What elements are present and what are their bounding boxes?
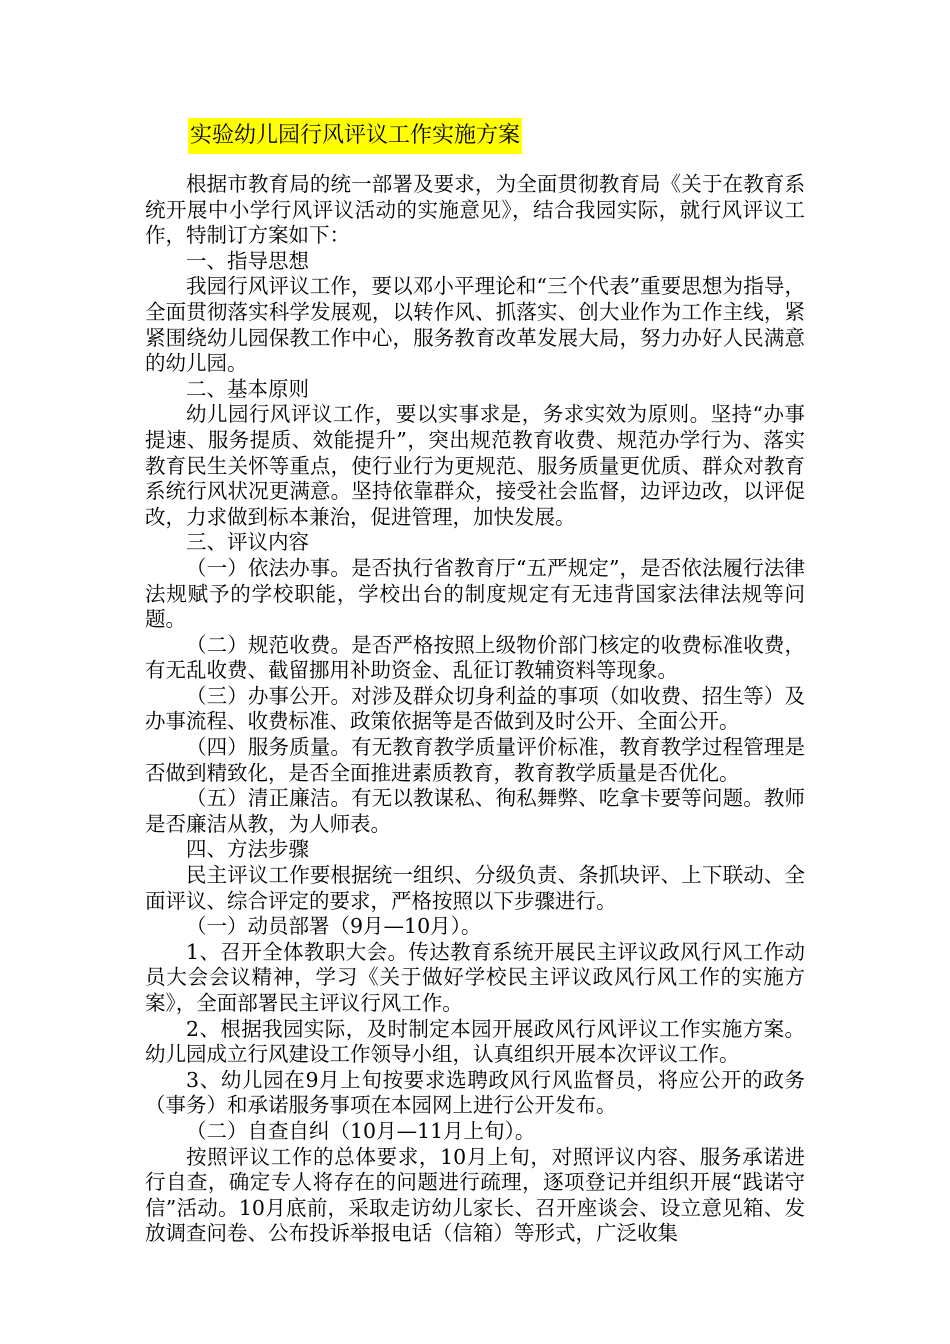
paragraph: （四）服务质量。有无教育教学质量评价标准，教育教学过程管理是否做到精致化，是否全面推进素质教育，教育教学质量是否优化。: [145, 735, 805, 785]
paragraph: 民主评议工作要根据统一组织、分级负责、条抓块评、上下联动、全面评议、综合评定的要求，严格按照以下步骤进行。: [145, 863, 805, 913]
paragraph: （二）规范收费。是否严格按照上级物价部门核定的收费标准收费，有无乱收费、截留挪用补助资金、乱征订教辅资料等现象。: [145, 632, 805, 683]
paragraph: 按照评议工作的总体要求，10月上旬，对照评议内容、服务承诺进行自查，确定专人将存在的问题进行疏理，逐项登记并组织开展“践诺守信”活动。10月底前，采取走访幼儿家长、召开座谈会、设立意见箱、发放调查问卷、公布投诉举报电话（信箱）等形式，广泛收集: [145, 1144, 805, 1246]
document-title: 实验幼儿园行风评议工作实施方案: [188, 118, 522, 154]
paragraph: （三）办事公开。对涉及群众切身利益的事项（如收费、招生等）及办事流程、收费标准、政策依据等是否做到及时公开、全面公开。: [145, 683, 805, 734]
section-heading: 一、指导思想: [186, 248, 309, 273]
paragraph: 根据市教育局的统一部署及要求，为全面贯彻教育局《关于在教育系统开展中小学行风评议活动的实施意见》，结合我园实际，就行风评议工作，特制订方案如下：: [145, 172, 805, 248]
paragraph: 3、幼儿园在9月上旬按要求选聘政风行风监督员，将应公开的政务（事务）和承诺服务事项在本园网上进行公开发布。: [145, 1067, 805, 1118]
paragraph: 我园行风评议工作，要以邓小平理论和“三个代表”重要思想为指导，全面贯彻落实科学发展观，以转作风、抓落实、创大业作为工作主线，紧紧围绕幼儿园保教工作中心，服务教育改革发展大局，努力办好人民满意的幼儿园。: [145, 274, 805, 376]
subsection-heading: （二）自查自纠（10月—11月上旬）。: [186, 1118, 536, 1143]
section-heading: 三、评议内容: [186, 530, 309, 555]
subsection-heading: （一）动员部署（9月—10月）。: [186, 914, 482, 939]
paragraph: 1、召开全体教职大会。传达教育系统开展民主评议政风行风工作动员大会会议精神，学习《关于做好学校民主评议政风行风工作的实施方案》，全面部署民主评议行风工作。: [145, 939, 805, 1015]
paragraph: 幼儿园行风评议工作，要以实事求是，务求实效为原则。坚持“办事提速、服务提质、效能提升”，突出规范教育收费、规范办学行为、落实教育民生关怀等重点，使行业行为更规范、服务质量更优质、群众对教育系统行风状况更满意。坚持依靠群众，接受社会监督，边评边改，以评促改，力求做到标本兼治，促进管理，加快发展。: [145, 402, 805, 529]
paragraph: （五）清正廉洁。有无以教谋私、徇私舞弊、吃拿卡要等问题。教师是否廉洁从教，为人师表。: [145, 786, 805, 836]
paragraph: （一）依法办事。是否执行省教育厅“五严规定”，是否依法履行法律法规赋予的学校职能，学校出台的制度规定有无违背国家法律法规等问题。: [145, 555, 805, 632]
document-body: [145, 172, 805, 1247]
section-heading: 四、方法步骤: [186, 837, 309, 862]
paragraph: 2、根据我园实际，及时制定本园开展政风行风评议工作实施方案。幼儿园成立行风建设工作领导小组，认真组织开展本次评议工作。: [145, 1016, 805, 1067]
section-heading: 二、基本原则: [186, 376, 309, 401]
